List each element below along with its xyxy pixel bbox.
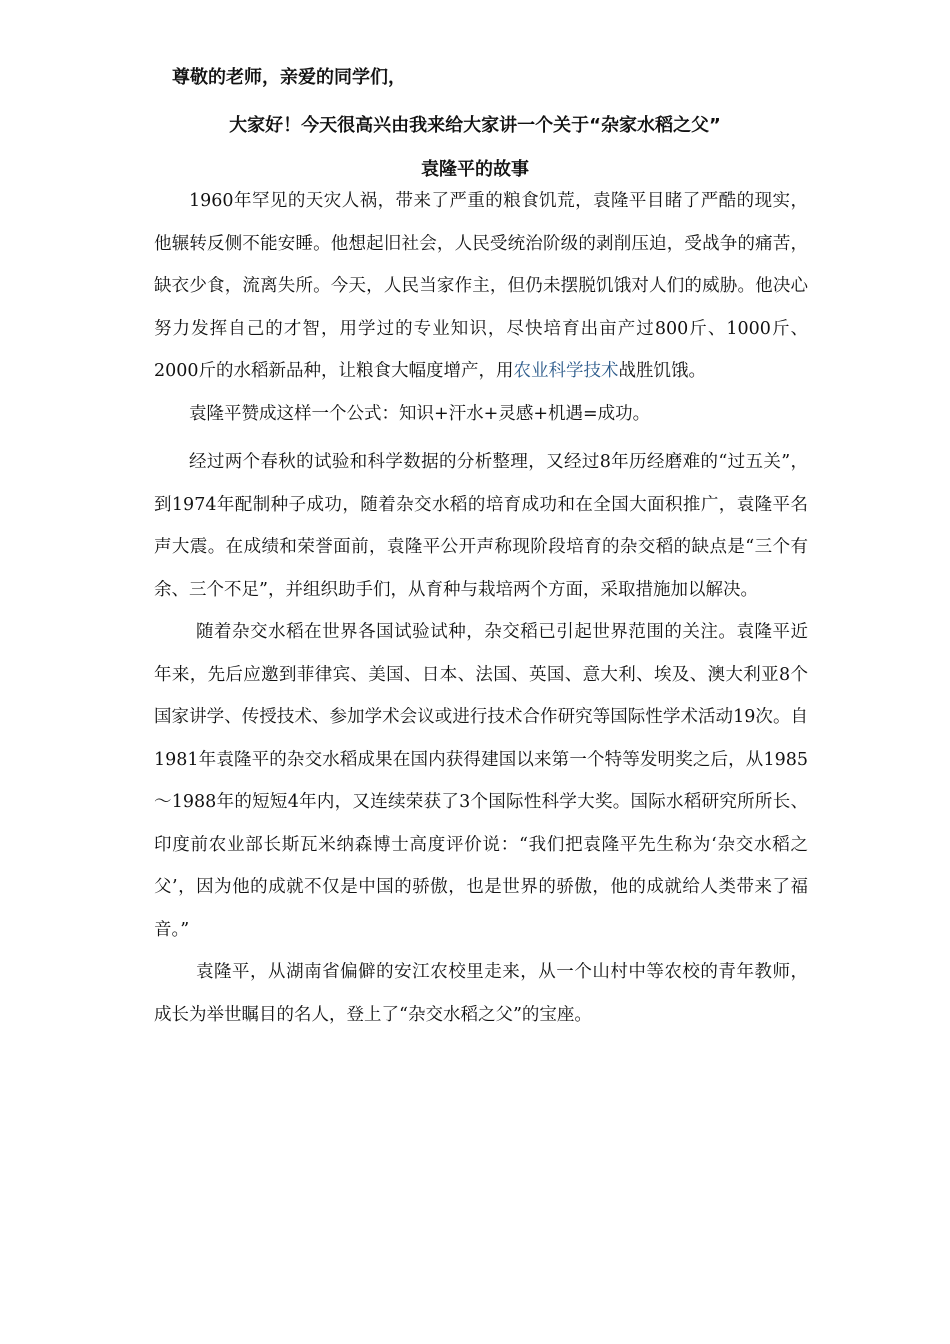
story-body	[154, 180, 808, 1036]
paragraph-4: 随着杂交水稻在世界各国试验试种，杂交稻已引起世界范围的关注。袁隆平近年来，先后应邀到菲律宾、美国、日本、法国、英国、意大利、埃及、澳大利亚8个国家讲学、传授技术、参加学术会议或进行技术合作研究等国际性学术活动19次。自1981年袁隆平的杂交水稻成果在国内获得建国以来第一个特等发明奖之后，从1985～1988年的短短4年内，又连续荣获了3个国际性科学大奖。国际水稻研究所所长、印度前农业部长斯瓦米纳森博士高度评价说：“我们把袁隆平先生称为‘杂交水稻之父’，因为他的成就不仅是中国的骄傲，也是世界的骄傲，他的成就给人类带来了福音。”	[154, 622, 808, 940]
intro-line-2: 袁隆平的故事	[421, 159, 529, 180]
paragraph-5: 袁隆平，从湖南省偏僻的安江农校里走来，从一个山村中等农校的青年教师，成长为举世瞩目的名人，登上了“杂交水稻之父”的宝座。	[154, 962, 808, 1025]
paragraph-3: 经过两个春秋的试验和科学数据的分析整理，又经过8年历经磨难的“过五关”，到1974年配制种子成功，随着杂交水稻的培育成功和在全国大面积推广，袁隆平名声大震。在成绩和荣誉面前，袁隆平公开声称现阶段培育的杂交稻的缺点是“三个有余、三个不足”，并组织助手们，从育种与栽培两个方面，采取措施加以解决。	[154, 452, 808, 600]
intro-heading	[0, 104, 950, 192]
paragraph-1	[154, 180, 808, 393]
paragraph-1-text: 1960年罕见的天灾人祸，带来了严重的粮食饥荒，袁隆平目睹了严酷的现实，他辗转反侧不能安睡。他想起旧社会，人民受统治阶级的剥削压迫，受战争的痛苦，缺衣少食，流离失所。今天，人民当家作主，但仍未摆脱饥饿对人们的威胁。他决心努力发挥自己的才智，用学过的专业知识，尽快培育出亩产过800斤、1000斤、2000斤的水稻新品种，让粮食大幅度增产，用	[154, 191, 808, 381]
paragraph-1-tail: 战胜饥饿。	[618, 361, 707, 381]
greeting: 尊敬的老师，亲爱的同学们，	[172, 67, 406, 88]
agri-tech-link[interactable]: 农业科学技术	[513, 361, 619, 381]
intro-line-1: 大家好！今天很高兴由我来给大家讲一个关于“杂家水稻之父”	[229, 115, 721, 136]
paragraph-2: 袁隆平赞成这样一个公式：知识+汗水+灵感+机遇=成功。	[189, 403, 651, 424]
